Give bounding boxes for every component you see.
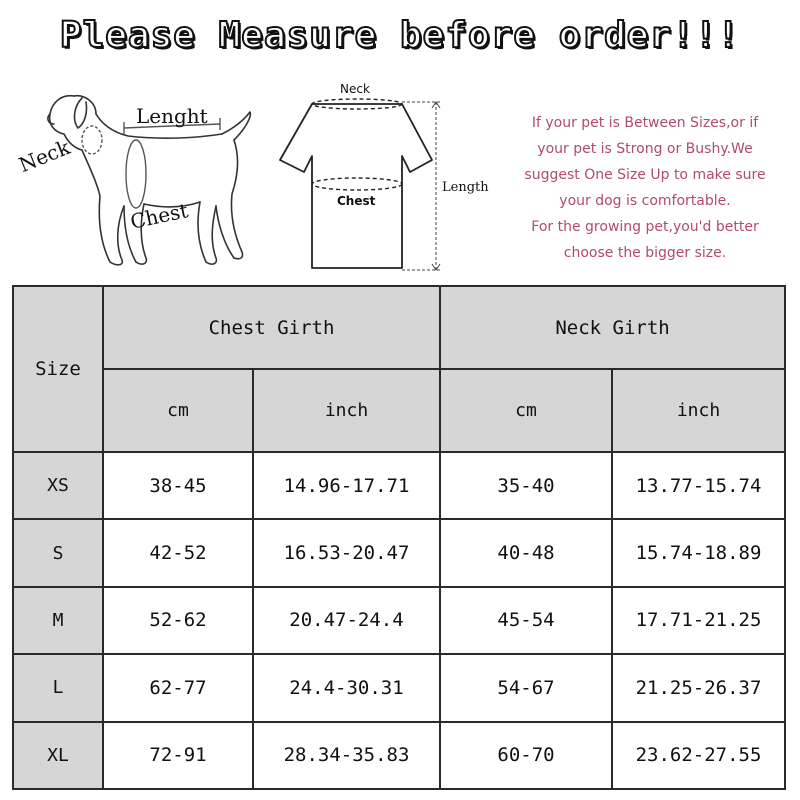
neck-cm-cell: 40-48: [440, 519, 612, 586]
neck-inch-cell: 21.25-26.37: [612, 654, 785, 721]
neck-cm-cell: 35-40: [440, 452, 612, 519]
chest-cm-cell: 72-91: [103, 722, 253, 789]
chest-cm-cell: 62-77: [103, 654, 253, 721]
table-header-row: [13, 286, 785, 369]
chest-inch-cell: 14.96-17.71: [253, 452, 440, 519]
neck-cm-cell: 60-70: [440, 722, 612, 789]
neck-cm-cell: 54-67: [440, 654, 612, 721]
shirt-length-label: Length: [442, 180, 489, 195]
chest-cm-header: cm: [103, 369, 253, 452]
chest-cm-cell: 38-45: [103, 452, 253, 519]
chest-cm-cell: 52-62: [103, 587, 253, 654]
size-cell: L: [13, 654, 103, 721]
notice-line: If your pet is Between Sizes,or if: [531, 115, 759, 131]
table-row: [13, 722, 785, 789]
sizing-notice: [500, 110, 790, 266]
table-row: [13, 519, 785, 586]
chest-cm-cell: 42-52: [103, 519, 253, 586]
neck-inch-cell: 15.74-18.89: [612, 519, 785, 586]
size-cell: XS: [13, 452, 103, 519]
dog-neck-label: Neck: [15, 135, 74, 177]
chest-inch-cell: 24.4-30.31: [253, 654, 440, 721]
notice-line: suggest One Size Up to make sure: [524, 167, 766, 183]
chest-inch-cell: 20.47-24.4: [253, 587, 440, 654]
notice-line: your dog is comfortable.: [559, 193, 731, 209]
chest-inch-cell: 28.34-35.83: [253, 722, 440, 789]
shirt-neck-label: Neck: [340, 82, 370, 96]
table-row: [13, 654, 785, 721]
shirt-chest-label: Chest: [337, 194, 376, 208]
neck-girth-header: Neck Girth: [440, 286, 785, 369]
dog-measurement-diagram: [12, 84, 272, 284]
notice-line: For the growing pet,you'd better: [531, 219, 759, 235]
neck-inch-cell: 13.77-15.74: [612, 452, 785, 519]
chest-girth-header: Chest Girth: [103, 286, 440, 369]
neck-inch-cell: 23.62-27.55: [612, 722, 785, 789]
notice-line: your pet is Strong or Bushy.We: [537, 141, 753, 157]
size-cell: XL: [13, 722, 103, 789]
shirt-measurement-diagram: [272, 80, 492, 280]
neck-cm-cell: 45-54: [440, 587, 612, 654]
size-cell: M: [13, 587, 103, 654]
size-cell: S: [13, 519, 103, 586]
notice-line: choose the bigger size.: [563, 245, 727, 261]
table-row: [13, 452, 785, 519]
neck-inch-header: inch: [612, 369, 785, 452]
table-unit-row: [13, 369, 785, 452]
chest-inch-header: inch: [253, 369, 440, 452]
neck-inch-cell: 17.71-21.25: [612, 587, 785, 654]
neck-cm-header: cm: [440, 369, 612, 452]
table-row: [13, 587, 785, 654]
dog-chest-label: Chest: [128, 198, 191, 234]
chest-inch-cell: 16.53-20.47: [253, 519, 440, 586]
size-header: Size: [13, 286, 103, 452]
size-chart-table: [12, 285, 786, 790]
dog-length-label: Lenght: [136, 104, 208, 128]
page-title: Please Measure before order!!!: [59, 15, 741, 56]
